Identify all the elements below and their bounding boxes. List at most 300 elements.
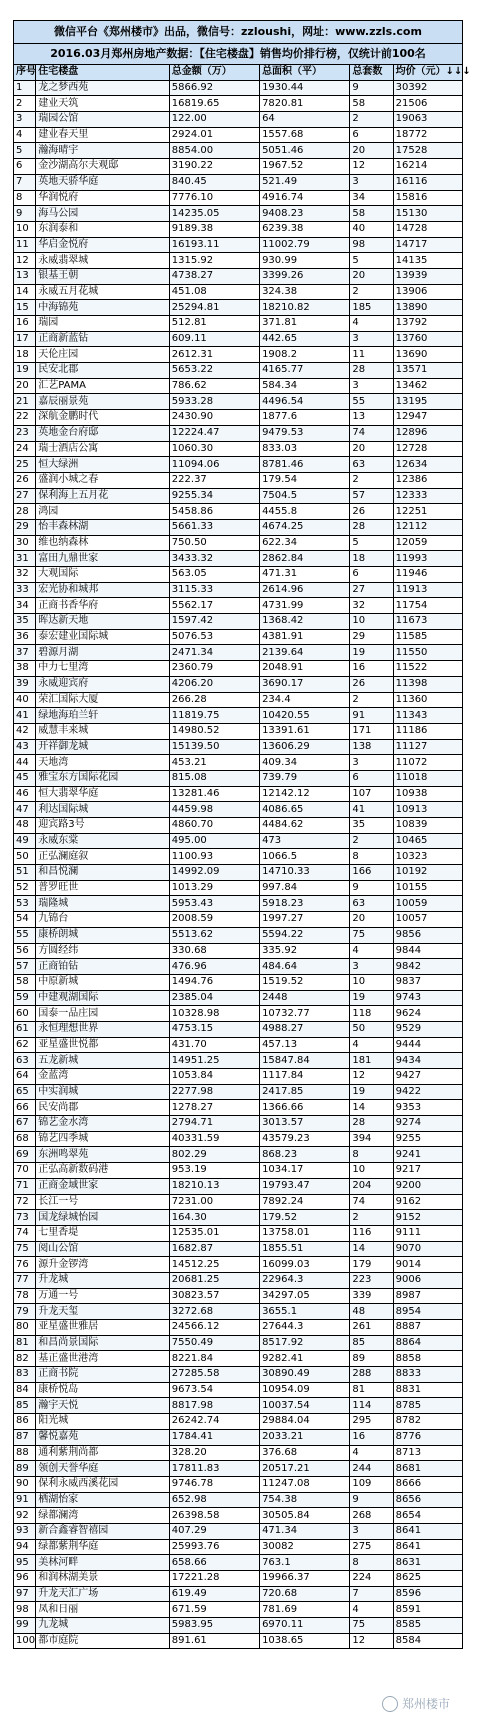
- total-amount-cell: 4459.98: [169, 802, 259, 818]
- table-row: [14, 284, 463, 300]
- table-row: [14, 1053, 463, 1069]
- total-units-cell: 85: [350, 1335, 393, 1351]
- total-area-cell: 8781.46: [260, 457, 350, 473]
- project-name-cell: 英地金台府邸: [36, 425, 170, 441]
- total-amount-cell: 1494.76: [169, 974, 259, 990]
- table-row: [14, 676, 463, 692]
- total-units-cell: 40: [350, 221, 393, 237]
- total-units-cell: 7: [350, 1586, 393, 1602]
- total-area-cell: 1997.27: [260, 912, 350, 928]
- total-units-cell: 19: [350, 990, 393, 1006]
- table-row: [14, 1210, 463, 1226]
- table-row: [14, 755, 463, 771]
- avg-price-cell: 8987: [393, 1288, 462, 1304]
- rank-cell: 57: [14, 959, 36, 975]
- total-amount-cell: 7776.10: [169, 190, 259, 206]
- avg-price-cell: 13939: [393, 268, 462, 284]
- total-area-cell: 14710.33: [260, 865, 350, 881]
- total-units-cell: 26: [350, 676, 393, 692]
- rank-cell: 94: [14, 1539, 36, 1555]
- project-name-cell: 瀚宇天悦: [36, 1398, 170, 1414]
- avg-price-cell: 21506: [393, 96, 462, 112]
- avg-price-cell: 10465: [393, 833, 462, 849]
- total-area-cell: 2048.91: [260, 661, 350, 677]
- col-header-total-amount: 总金额（万）: [169, 65, 259, 81]
- total-units-cell: 2: [350, 833, 393, 849]
- project-name-cell: 海马公园: [36, 206, 170, 222]
- total-area-cell: 179.54: [260, 472, 350, 488]
- avg-price-cell: 8887: [393, 1320, 462, 1336]
- total-area-cell: 4916.74: [260, 190, 350, 206]
- project-name-cell: 普罗旺世: [36, 880, 170, 896]
- avg-price-cell: 11522: [393, 661, 462, 677]
- table-row: [14, 943, 463, 959]
- total-area-cell: 471.31: [260, 567, 350, 583]
- total-amount-cell: 750.50: [169, 535, 259, 551]
- rank-cell: 85: [14, 1398, 36, 1414]
- rank-cell: 3: [14, 112, 36, 128]
- avg-price-cell: 30392: [393, 80, 462, 96]
- total-units-cell: 20: [350, 143, 393, 159]
- total-amount-cell: 122.00: [169, 112, 259, 128]
- total-amount-cell: 330.68: [169, 943, 259, 959]
- avg-price-cell: 11754: [393, 598, 462, 614]
- total-area-cell: 7504.5: [260, 488, 350, 504]
- rank-cell: 30: [14, 535, 36, 551]
- total-amount-cell: 5953.43: [169, 896, 259, 912]
- project-name-cell: 龙之梦西苑: [36, 80, 170, 96]
- total-units-cell: 26: [350, 504, 393, 520]
- total-amount-cell: 17221.28: [169, 1571, 259, 1587]
- avg-price-cell: 8831: [393, 1382, 462, 1398]
- total-units-cell: 138: [350, 739, 393, 755]
- rank-cell: 38: [14, 661, 36, 677]
- total-area-cell: 457.13: [260, 1037, 350, 1053]
- avg-price-cell: 8641: [393, 1523, 462, 1539]
- total-units-cell: 275: [350, 1539, 393, 1555]
- table-row: [14, 692, 463, 708]
- project-name-cell: 万通一号: [36, 1288, 170, 1304]
- avg-price-cell: 8656: [393, 1492, 462, 1508]
- table-row: [14, 1476, 463, 1492]
- ranking-sheet: [13, 20, 471, 1649]
- total-units-cell: 13: [350, 410, 393, 426]
- rank-cell: 33: [14, 582, 36, 598]
- avg-price-cell: 11913: [393, 582, 462, 598]
- avg-price-cell: 13792: [393, 316, 462, 332]
- rank-cell: 40: [14, 692, 36, 708]
- total-units-cell: 3: [350, 1523, 393, 1539]
- total-area-cell: 4381.91: [260, 629, 350, 645]
- table-row: [14, 1021, 463, 1037]
- avg-price-cell: 15816: [393, 190, 462, 206]
- total-amount-cell: 9673.54: [169, 1382, 259, 1398]
- avg-price-cell: 8666: [393, 1476, 462, 1492]
- table-row: [14, 1178, 463, 1194]
- project-name-cell: 中实润城: [36, 1084, 170, 1100]
- total-area-cell: 1877.6: [260, 410, 350, 426]
- total-units-cell: 9: [350, 880, 393, 896]
- total-units-cell: 16: [350, 1429, 393, 1445]
- project-name-cell: 恒大翡翠华庭: [36, 786, 170, 802]
- avg-price-cell: 9743: [393, 990, 462, 1006]
- project-name-cell: 大观国际: [36, 567, 170, 583]
- total-area-cell: 1908.2: [260, 347, 350, 363]
- total-amount-cell: 2924.01: [169, 127, 259, 143]
- rank-cell: 83: [14, 1367, 36, 1383]
- project-name-cell: 九龙城: [36, 1618, 170, 1634]
- total-amount-cell: 4738.27: [169, 268, 259, 284]
- rank-cell: 96: [14, 1571, 36, 1587]
- total-area-cell: 473: [260, 833, 350, 849]
- table-row: [14, 1367, 463, 1383]
- total-units-cell: 14: [350, 1100, 393, 1116]
- total-units-cell: 107: [350, 786, 393, 802]
- table-row: [14, 723, 463, 739]
- project-name-cell: 中原新城: [36, 974, 170, 990]
- rank-cell: 80: [14, 1320, 36, 1336]
- table-row: [14, 1539, 463, 1555]
- rank-cell: 4: [14, 127, 36, 143]
- total-area-cell: 19966.37: [260, 1571, 350, 1587]
- total-units-cell: 261: [350, 1320, 393, 1336]
- rank-cell: 97: [14, 1586, 36, 1602]
- rank-cell: 64: [14, 1069, 36, 1085]
- rank-cell: 66: [14, 1100, 36, 1116]
- total-amount-cell: 5983.95: [169, 1618, 259, 1634]
- avg-price-cell: 14717: [393, 237, 462, 253]
- total-area-cell: 409.34: [260, 755, 350, 771]
- rank-cell: 86: [14, 1414, 36, 1430]
- table-row: [14, 1131, 463, 1147]
- project-name-cell: 和昌尚景国际: [36, 1335, 170, 1351]
- total-area-cell: 4674.25: [260, 519, 350, 535]
- table-row: [14, 849, 463, 865]
- rank-cell: 82: [14, 1351, 36, 1367]
- table-row: [14, 1571, 463, 1587]
- total-amount-cell: 3115.33: [169, 582, 259, 598]
- total-area-cell: 720.68: [260, 1586, 350, 1602]
- project-name-cell: 雅宝东方国际花园: [36, 770, 170, 786]
- project-name-cell: 通利紫荆尚都: [36, 1445, 170, 1461]
- table-row: [14, 1257, 463, 1273]
- project-name-cell: 怡丰森林湖: [36, 519, 170, 535]
- table-row: [14, 331, 463, 347]
- total-area-cell: 324.38: [260, 284, 350, 300]
- total-amount-cell: 5458.86: [169, 504, 259, 520]
- project-name-cell: 中力七里湾: [36, 661, 170, 677]
- total-units-cell: 5: [350, 535, 393, 551]
- total-amount-cell: 495.00: [169, 833, 259, 849]
- table-row: [14, 1006, 463, 1022]
- avg-price-cell: 13690: [393, 347, 462, 363]
- project-name-cell: 锦艺四季城: [36, 1131, 170, 1147]
- rank-cell: 14: [14, 284, 36, 300]
- rank-cell: 81: [14, 1335, 36, 1351]
- col-header-avg-price: 均价（元）↓↓↓: [393, 65, 462, 81]
- rank-cell: 5: [14, 143, 36, 159]
- avg-price-cell: 16214: [393, 159, 462, 175]
- avg-price-cell: 12634: [393, 457, 462, 473]
- rank-cell: 32: [14, 567, 36, 583]
- project-name-cell: 亚星盛世雅居: [36, 1320, 170, 1336]
- total-area-cell: 335.92: [260, 943, 350, 959]
- avg-price-cell: 13890: [393, 300, 462, 316]
- table-row: [14, 96, 463, 112]
- total-amount-cell: 658.66: [169, 1555, 259, 1571]
- project-name-cell: 都市庭院: [36, 1633, 170, 1649]
- project-name-cell: 凤和日丽: [36, 1602, 170, 1618]
- total-units-cell: 98: [350, 237, 393, 253]
- total-area-cell: 7820.81: [260, 96, 350, 112]
- project-name-cell: 建业春天里: [36, 127, 170, 143]
- total-units-cell: 50: [350, 1021, 393, 1037]
- project-name-cell: 正弘澜庭叙: [36, 849, 170, 865]
- total-units-cell: 3: [350, 755, 393, 771]
- total-area-cell: 2862.84: [260, 551, 350, 567]
- total-amount-cell: 14992.09: [169, 865, 259, 881]
- rank-cell: 35: [14, 614, 36, 630]
- total-area-cell: 234.4: [260, 692, 350, 708]
- total-amount-cell: 2360.79: [169, 661, 259, 677]
- total-amount-cell: 1682.87: [169, 1241, 259, 1257]
- rank-cell: 36: [14, 629, 36, 645]
- project-name-cell: 东润泰和: [36, 221, 170, 237]
- project-name-cell: 泰宏建业国际城: [36, 629, 170, 645]
- avg-price-cell: 8776: [393, 1429, 462, 1445]
- total-area-cell: 11247.08: [260, 1476, 350, 1492]
- avg-price-cell: 16116: [393, 174, 462, 190]
- total-units-cell: 116: [350, 1225, 393, 1241]
- project-name-cell: 绿都紫荆华庭: [36, 1539, 170, 1555]
- total-area-cell: 521.49: [260, 174, 350, 190]
- project-name-cell: 开祥御龙城: [36, 739, 170, 755]
- table-row: [14, 1241, 463, 1257]
- rank-cell: 63: [14, 1053, 36, 1069]
- project-name-cell: 民安尚郡: [36, 1100, 170, 1116]
- total-area-cell: 4086.65: [260, 802, 350, 818]
- total-units-cell: 28: [350, 363, 393, 379]
- table-row: [14, 190, 463, 206]
- total-amount-cell: 9746.78: [169, 1476, 259, 1492]
- rank-cell: 16: [14, 316, 36, 332]
- total-units-cell: 41: [350, 802, 393, 818]
- total-amount-cell: 2612.31: [169, 347, 259, 363]
- rank-cell: 8: [14, 190, 36, 206]
- total-units-cell: 3: [350, 174, 393, 190]
- rank-cell: 24: [14, 441, 36, 457]
- rank-cell: 65: [14, 1084, 36, 1100]
- table-row: [14, 472, 463, 488]
- total-units-cell: 75: [350, 927, 393, 943]
- total-units-cell: 19: [350, 1084, 393, 1100]
- total-units-cell: 2: [350, 112, 393, 128]
- total-units-cell: 166: [350, 865, 393, 881]
- total-amount-cell: 1100.93: [169, 849, 259, 865]
- rank-cell: 87: [14, 1429, 36, 1445]
- total-amount-cell: 26242.74: [169, 1414, 259, 1430]
- project-name-cell: 源升金锣湾: [36, 1257, 170, 1273]
- rank-cell: 68: [14, 1131, 36, 1147]
- avg-price-cell: 11186: [393, 723, 462, 739]
- table-row: [14, 378, 463, 394]
- total-amount-cell: 431.70: [169, 1037, 259, 1053]
- avg-price-cell: 11127: [393, 739, 462, 755]
- total-amount-cell: 25294.81: [169, 300, 259, 316]
- total-area-cell: 18210.82: [260, 300, 350, 316]
- total-area-cell: 781.69: [260, 1602, 350, 1618]
- total-area-cell: 3655.1: [260, 1304, 350, 1320]
- rank-cell: 59: [14, 990, 36, 1006]
- total-area-cell: 3013.57: [260, 1116, 350, 1132]
- total-area-cell: 10420.55: [260, 708, 350, 724]
- total-units-cell: 10: [350, 974, 393, 990]
- avg-price-cell: 9241: [393, 1147, 462, 1163]
- table-row: [14, 174, 463, 190]
- total-amount-cell: 1053.84: [169, 1069, 259, 1085]
- table-row: [14, 896, 463, 912]
- total-area-cell: 1930.44: [260, 80, 350, 96]
- total-area-cell: 9479.53: [260, 425, 350, 441]
- avg-price-cell: 9624: [393, 1006, 462, 1022]
- table-row: [14, 1335, 463, 1351]
- total-units-cell: 74: [350, 1194, 393, 1210]
- total-units-cell: 2: [350, 692, 393, 708]
- table-row: [14, 80, 463, 96]
- project-name-cell: 瑞士酒店公寓: [36, 441, 170, 457]
- project-name-cell: 长江一号: [36, 1194, 170, 1210]
- total-area-cell: 30890.49: [260, 1367, 350, 1383]
- avg-price-cell: 13571: [393, 363, 462, 379]
- rank-cell: 2: [14, 96, 36, 112]
- total-area-cell: 5051.46: [260, 143, 350, 159]
- total-amount-cell: 30823.57: [169, 1288, 259, 1304]
- project-name-cell: 阳光城: [36, 1414, 170, 1430]
- table-row: [14, 206, 463, 222]
- avg-price-cell: 9837: [393, 974, 462, 990]
- table-row: [14, 614, 463, 630]
- wechat-icon: [382, 1696, 398, 1712]
- table-row: [14, 865, 463, 881]
- total-amount-cell: 953.19: [169, 1163, 259, 1179]
- project-name-cell: 永威东棠: [36, 833, 170, 849]
- project-name-cell: 金沙湖高尔夫观邸: [36, 159, 170, 175]
- rank-cell: 1: [14, 80, 36, 96]
- total-area-cell: 13391.61: [260, 723, 350, 739]
- table-row: [14, 253, 463, 269]
- total-units-cell: 268: [350, 1508, 393, 1524]
- total-units-cell: 6: [350, 567, 393, 583]
- avg-price-cell: 8833: [393, 1367, 462, 1383]
- table-row: [14, 347, 463, 363]
- project-name-cell: 东洲鸣翠苑: [36, 1147, 170, 1163]
- total-amount-cell: 14980.52: [169, 723, 259, 739]
- total-units-cell: 35: [350, 818, 393, 834]
- total-amount-cell: 671.59: [169, 1602, 259, 1618]
- total-amount-cell: 12224.47: [169, 425, 259, 441]
- rank-cell: 76: [14, 1257, 36, 1273]
- total-amount-cell: 9189.38: [169, 221, 259, 237]
- total-units-cell: 8: [350, 1147, 393, 1163]
- avg-price-cell: 11946: [393, 567, 462, 583]
- total-area-cell: 30505.84: [260, 1508, 350, 1524]
- avg-price-cell: 9434: [393, 1053, 462, 1069]
- avg-price-cell: 9070: [393, 1241, 462, 1257]
- project-name-cell: 宏光协和城邦: [36, 582, 170, 598]
- project-name-cell: 康桥悦岛: [36, 1382, 170, 1398]
- table-row: [14, 927, 463, 943]
- project-name-cell: 汇艺PAMA: [36, 378, 170, 394]
- project-name-cell: 升龙天玺: [36, 1304, 170, 1320]
- project-name-cell: 正商铂钻: [36, 959, 170, 975]
- total-area-cell: 376.68: [260, 1445, 350, 1461]
- total-units-cell: 295: [350, 1414, 393, 1430]
- avg-price-cell: 17528: [393, 143, 462, 159]
- total-area-cell: 9408.23: [260, 206, 350, 222]
- rank-cell: 52: [14, 880, 36, 896]
- project-name-cell: 正商书院: [36, 1367, 170, 1383]
- total-amount-cell: 16819.65: [169, 96, 259, 112]
- avg-price-cell: 8584: [393, 1633, 462, 1649]
- avg-price-cell: 13906: [393, 284, 462, 300]
- total-amount-cell: 11819.75: [169, 708, 259, 724]
- total-area-cell: 1034.17: [260, 1163, 350, 1179]
- avg-price-cell: 8625: [393, 1571, 462, 1587]
- avg-price-cell: 12059: [393, 535, 462, 551]
- avg-price-cell: 8864: [393, 1335, 462, 1351]
- total-units-cell: 34: [350, 190, 393, 206]
- total-area-cell: 13758.01: [260, 1225, 350, 1241]
- avg-price-cell: 8631: [393, 1555, 462, 1571]
- avg-price-cell: 12333: [393, 488, 462, 504]
- total-amount-cell: 2277.98: [169, 1084, 259, 1100]
- total-area-cell: 2033.21: [260, 1429, 350, 1445]
- project-name-cell: 瑞园公馆: [36, 112, 170, 128]
- total-units-cell: 6: [350, 770, 393, 786]
- avg-price-cell: 10059: [393, 896, 462, 912]
- total-units-cell: 5: [350, 253, 393, 269]
- avg-price-cell: 8641: [393, 1539, 462, 1555]
- rank-cell: 78: [14, 1288, 36, 1304]
- table-row: [14, 221, 463, 237]
- project-name-cell: 金蓝湾: [36, 1069, 170, 1085]
- total-units-cell: 118: [350, 1006, 393, 1022]
- total-amount-cell: 1278.27: [169, 1100, 259, 1116]
- total-amount-cell: 1315.92: [169, 253, 259, 269]
- avg-price-cell: 13760: [393, 331, 462, 347]
- rank-cell: 93: [14, 1523, 36, 1539]
- total-units-cell: 9: [350, 80, 393, 96]
- project-name-cell: 中建观湖国际: [36, 990, 170, 1006]
- total-amount-cell: 891.61: [169, 1633, 259, 1649]
- project-name-cell: 五龙新城: [36, 1053, 170, 1069]
- avg-price-cell: 9427: [393, 1069, 462, 1085]
- table-row: [14, 833, 463, 849]
- ranking-table: [13, 20, 471, 1649]
- table-row: [14, 990, 463, 1006]
- total-amount-cell: 512.81: [169, 316, 259, 332]
- total-units-cell: 75: [350, 1618, 393, 1634]
- table-row: [14, 1633, 463, 1649]
- total-amount-cell: 9255.34: [169, 488, 259, 504]
- total-units-cell: 3: [350, 331, 393, 347]
- project-name-cell: 利达国际城: [36, 802, 170, 818]
- project-name-cell: 民安北郡: [36, 363, 170, 379]
- column-header-row: [14, 65, 463, 81]
- project-name-cell: 永威迎宾府: [36, 676, 170, 692]
- table-row: [14, 1445, 463, 1461]
- table-row: [14, 582, 463, 598]
